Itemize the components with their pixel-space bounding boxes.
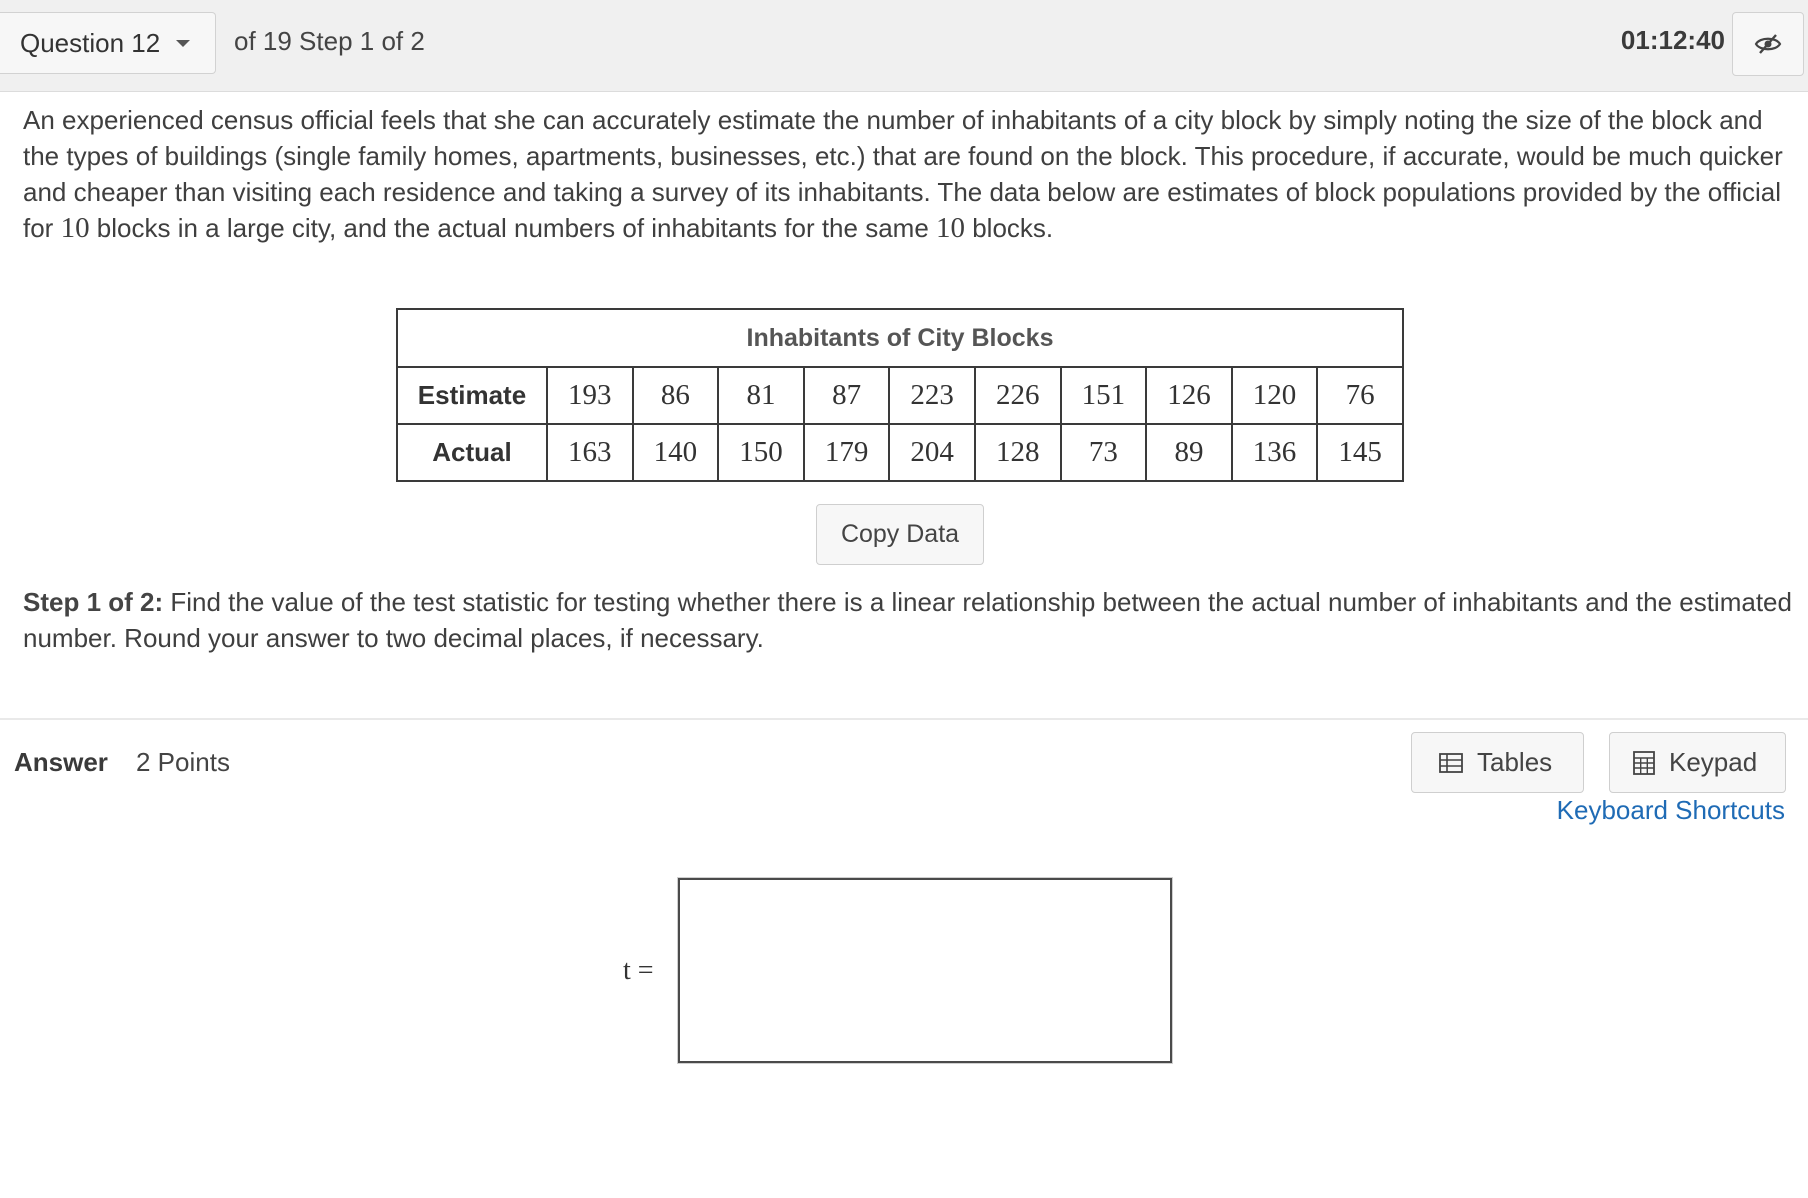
caret-down-icon	[176, 40, 190, 47]
keypad-button[interactable]	[1609, 732, 1786, 793]
table-cell: 126	[1146, 367, 1232, 424]
table-cell: 128	[975, 424, 1061, 481]
calculator-icon	[1633, 751, 1655, 775]
top-bar	[0, 0, 1808, 92]
question-label: Question 12	[20, 27, 161, 58]
step-label: Step 1 of 2:	[23, 587, 164, 617]
answer-input[interactable]	[678, 878, 1172, 1063]
problem-statement: An experienced census official feels that she can accurately estimate the number of inhabitants of a city block by simply noting the size of the block and the types of buildings (single family homes, apartments, businesses, etc.) that are found on the block. This procedure, if accurate, would be much quicker and cheaper than visiting each residence and taking a survey of its inhabitants. The data below are estimates of block populations provided by the official for 10 blocks in a large city, and the actual numbers of inhabitants for the same 10 blocks.	[23, 105, 1783, 244]
row-label: Actual	[397, 424, 547, 481]
t-label: t =	[623, 955, 654, 986]
keypad-label: Keypad	[1669, 747, 1758, 777]
question-progress: of 19 Step 1 of 2	[234, 26, 425, 56]
table-cell: 76	[1317, 367, 1403, 424]
table-cell: 73	[1061, 424, 1147, 481]
divider	[0, 718, 1808, 720]
row-label: Estimate	[397, 367, 547, 424]
table-cell: 151	[1061, 367, 1147, 424]
data-table	[396, 308, 1404, 482]
points-value: 2 Points	[136, 747, 230, 777]
table-cell: 150	[718, 424, 804, 481]
table-cell: 163	[547, 424, 633, 481]
table-title: Inhabitants of City Blocks	[397, 309, 1403, 367]
table-cell: 136	[1232, 424, 1318, 481]
table-row-estimate	[397, 367, 1403, 424]
table-icon	[1439, 753, 1463, 773]
tables-label: Tables	[1477, 747, 1553, 777]
table-cell: 140	[633, 424, 719, 481]
table-cell: 87	[804, 367, 890, 424]
question-selector[interactable]	[0, 12, 216, 74]
table-cell: 193	[547, 367, 633, 424]
table-cell: 81	[718, 367, 804, 424]
table-cell: 226	[975, 367, 1061, 424]
eye-slash-icon	[1754, 33, 1782, 55]
table-cell: 89	[1146, 424, 1232, 481]
keyboard-shortcuts-link[interactable]: Keyboard Shortcuts	[1556, 795, 1785, 825]
table-cell: 223	[889, 367, 975, 424]
table-cell: 204	[889, 424, 975, 481]
answer-label: Answer	[14, 747, 108, 777]
table-cell: 145	[1317, 424, 1403, 481]
copy-data-button[interactable]: Copy Data	[816, 504, 984, 565]
tables-button[interactable]	[1411, 732, 1584, 793]
table-row-actual	[397, 424, 1403, 481]
timer: 01:12:40	[1620, 25, 1725, 55]
table-cell: 179	[804, 424, 890, 481]
table-cell: 86	[633, 367, 719, 424]
hide-timer-button[interactable]	[1732, 12, 1804, 76]
table-cell: 120	[1232, 367, 1318, 424]
step-instructions: Step 1 of 2: Find the value of the test statistic for testing whether there is a linear relationship between the actual number of inhabitants and the estimated number. Round your answer to two decimal places, if necessary.	[23, 587, 1792, 653]
